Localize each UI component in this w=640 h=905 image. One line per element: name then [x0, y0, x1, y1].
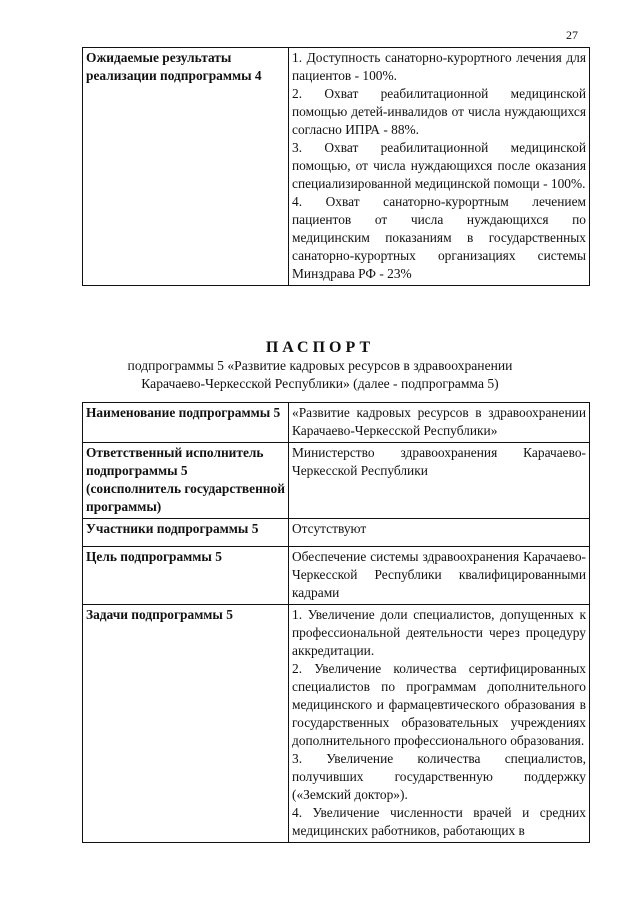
row-label: Наименование подпрограммы 5: [83, 403, 289, 443]
row-value: [289, 605, 590, 843]
result-item: 4. Охват санаторно-курортным лечением пациентов от числа нуждающихся по медицинским показаниям в государственных санаторно-курортных организациях системы Минздрава РФ - 23%: [292, 194, 586, 281]
row-label: Цель подпрограммы 5: [83, 547, 289, 605]
task-item: 4. Увеличение численности врачей и средних медицинских работников, работающих в: [292, 805, 586, 838]
row-label: Задачи подпрограммы 5: [83, 605, 289, 843]
row-value: «Развитие кадровых ресурсов в здравоохранении Карачаево-Черкесской Республики»: [289, 403, 590, 443]
row-value: Отсутствуют: [289, 519, 590, 547]
passport-table: [82, 402, 590, 843]
table-row: [83, 48, 590, 286]
row-value: [289, 48, 590, 286]
table-row: [83, 443, 590, 519]
page-number: 27: [566, 28, 578, 42]
row-value: Министерство здравоохранения Карачаево-Черкесской Республики: [289, 443, 590, 519]
row-value: Обеспечение системы здравоохранения Карачаево-Черкесской Республики квалифицированными кадрами: [289, 547, 590, 605]
table-row: [83, 519, 590, 547]
result-item: 1. Доступность санаторно-курортного лечения для пациентов - 100%.: [292, 50, 586, 83]
task-item: 3. Увеличение количества специалистов, получивших государственную поддержку («Земский доктор»).: [292, 751, 586, 802]
passport-subtitle-line-1: подпрограммы 5 «Развитие кадровых ресурсов в здравоохранении: [127, 358, 513, 373]
table-row: [83, 547, 590, 605]
table-row: [83, 605, 590, 843]
row-label: Участники подпрограммы 5: [83, 519, 289, 547]
result-item: 3. Охват реабилитационной медицинской помощью, от числа нуждающихся после оказания специализированной медицинской помощи - 100%.: [292, 140, 586, 191]
expected-results-table: [82, 47, 590, 286]
passport-title: ПАСПОРТ: [265, 339, 375, 356]
task-item: 1. Увеличение доли специалистов, допущенных к профессиональной деятельности через процедуру аккредитации.: [292, 607, 586, 658]
passport-heading: [0, 339, 640, 393]
row-label: Ожидаемые результаты реализации подпрограммы 4: [83, 48, 289, 286]
task-item: 2. Увеличение количества сертифицированных специалистов по программам дополнительного медицинского и фармацевтического образования в государственных образовательных учреждениях дополнительного профессионального образования.: [292, 661, 586, 748]
row-label: Ответственный исполнитель подпрограммы 5 (соисполнитель государственной программы): [83, 443, 289, 519]
passport-subtitle-line-2: Карачаево-Черкесской Республики» (далее - подпрограмма 5): [141, 376, 499, 391]
table-row: [83, 403, 590, 443]
result-item: 2. Охват реабилитационной медицинской помощью детей-инвалидов от числа нуждающихся согласно ИПРА - 88%.: [292, 86, 586, 137]
